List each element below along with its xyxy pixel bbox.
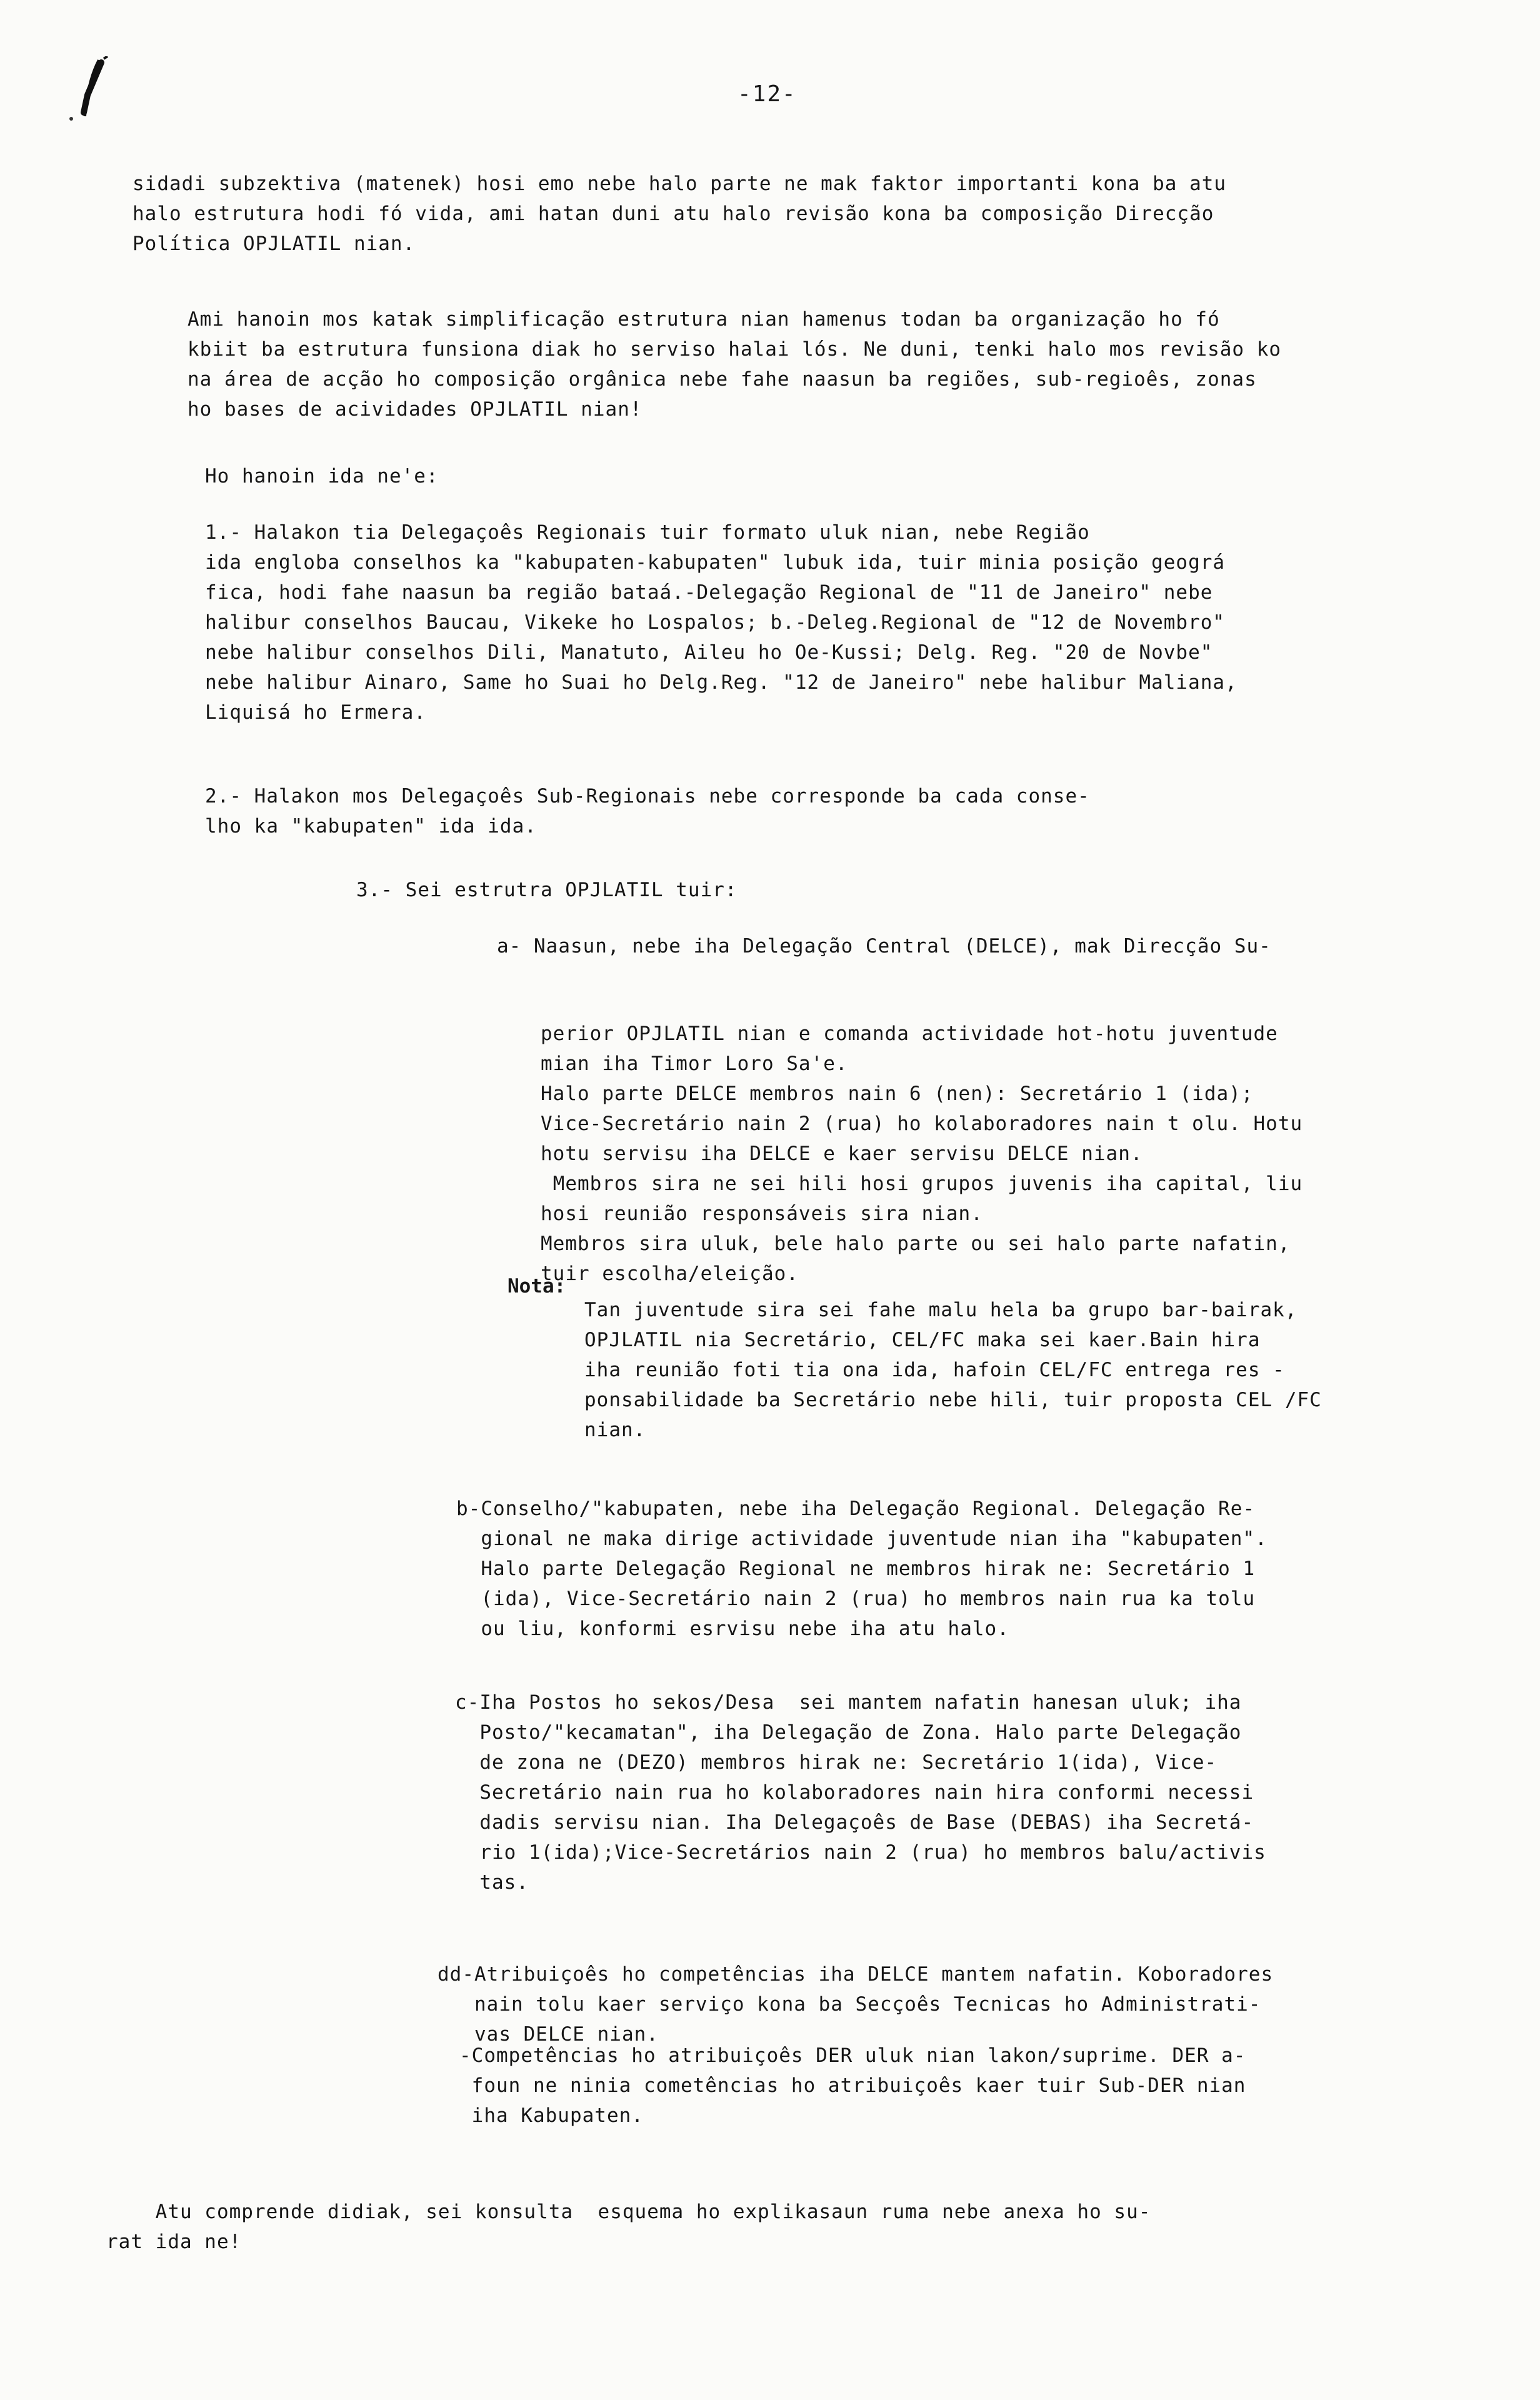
- paragraph-final: Atu comprende didiak, sei konsulta esquema ho explikasaun ruma nebe anexa ho su- rat ida ne!: [106, 2201, 1151, 2253]
- list-item-1: 1.- Halakon tia Delegaçoês Regionais tuir formato uluk nian, nebe Região ida engloba conselhos ka "kabupaten-kabupaten" lubuk ida, tuir minia posição geográ fica, hodi fahe naasun ba região bataá.-Delegação Regional de "11 de Janeiro" nebe halibur conselhos Baucau, Vikeke ho Lospalos; b.-Deleg.Regional de "12 de Novembro" nebe halibur conselhos Dili, Manatuto, Aileu ho Oe-Kussi; Delg. Reg. "20 de Novbe" nebe halibur Ainaro, Same ho Suai ho Delg.Reg. "12 de Janeiro" nebe halibur Maliana, Liquisá ho Ermera.: [205, 521, 1238, 724]
- list-item-3: 3.- Sei estrutra OPJLATIL tuir:: [356, 879, 738, 901]
- section-e: -Competências ho atribuiçoês DER uluk nian lakon/suprime. DER a- foun ne ninia cometências ho atribuiçoês kaer tuir Sub-DER nian iha Kabupaten.: [459, 2044, 1246, 2127]
- section-a-first-line: a- Naasun, nebe iha Delegação Central (DELCE), mak Direcção Su-: [497, 935, 1271, 958]
- nota-label: Nota:: [508, 1275, 566, 1298]
- section-d: dd-Atribuiçoês ho competências iha DELCE mantem nafatin. Koboradores nain tolu kaer serviço kona ba Secçoês Tecnicas ho Administrati- vas DELCE nian.: [438, 1963, 1274, 2046]
- list-item-2: 2.- Halakon mos Delegaçoês Sub-Regionais nebe corresponde ba cada conse- lho ka "kabupaten" ida ida.: [205, 785, 1090, 838]
- section-a-body: perior OPJLATIL nian e comanda actividade hot-hotu juventude mian iha Timor Loro Sa'e. Halo parte DELCE membros nain 6 (nen): Secretário 1 (ida); Vice-Secretário nain 2 (rua) ho kolaboradores nain t olu. Hotu hotu servisu iha DELCE e kaer servisu DELCE nian. Membros sira ne sei hili hosi grupos juvenis iha capital, liu hosi reunião responsáveis sira nian. Membros sira uluk, bele halo parte ou sei halo parte nafatin, tuir escolha/eleição.: [541, 1022, 1303, 1285]
- nota-body: Tan juventude sira sei fahe malu hela ba grupo bar-bairak, OPJLATIL nia Secretário, CEL/FC maka sei kaer.Bain hira iha reunião foti tia ona ida, hafoin CEL/FC entrega res - ponsabilidade ba Secretário nebe hili, tuir proposta CEL /FC nian.: [584, 1299, 1322, 1441]
- section-c: c-Iha Postos ho sekos/Desa sei mantem nafatin hanesan uluk; iha Posto/"kecamatan", iha Delegação de Zona. Halo parte Delegação de zona ne (DEZO) membros hirak ne: Secretário 1(ida), Vice- Secretário nain rua ho kolaboradores nain hira conformi necessi dadis servisu nian. Iha Delegaçoês de Base (DEBAS) iha Secretá- rio 1(ida);Vice-Secretários nain 2 (rua) ho membros balu/activis tas.: [455, 1691, 1266, 1894]
- section-b: b-Conselho/"kabupaten, nebe iha Delegação Regional. Delegação Re- gional ne maka dirige actividade juventude nian iha "kabupaten". Halo parte Delegação Regional ne membros hirak ne: Secretário 1 (ida), Vice-Secretário nain 2 (rua) ho membros nain rua ka tolu ou liu, konformi esrvisu nebe iha atu halo.: [456, 1498, 1268, 1640]
- paragraph-intro: sidadi subzektiva (matenek) hosi emo nebe halo parte ne mak faktor importanti kona ba atu halo estrutura hodi fó vida, ami hatan duni atu halo revisão kona ba composição Direcção Política OPJLATIL nian.: [132, 172, 1227, 255]
- page-number: -12-: [738, 81, 797, 107]
- paragraph-simplification: Ami hanoin mos katak simplificação estrutura nian hamenus todan ba organização ho fó kbiit ba estrutura funsiona diak ho serviso halai lós. Ne duni, tenki halo mos revisão ko na área de acção ho composição orgânica nebe fahe naasun ba regiões, sub-regioês, zonas ho bases de acividades OPJLATIL nian!: [188, 308, 1282, 421]
- paragraph-lead-in: Ho hanoin ida ne'e:: [205, 465, 439, 488]
- handwritten-pen-mark-icon: [62, 56, 138, 125]
